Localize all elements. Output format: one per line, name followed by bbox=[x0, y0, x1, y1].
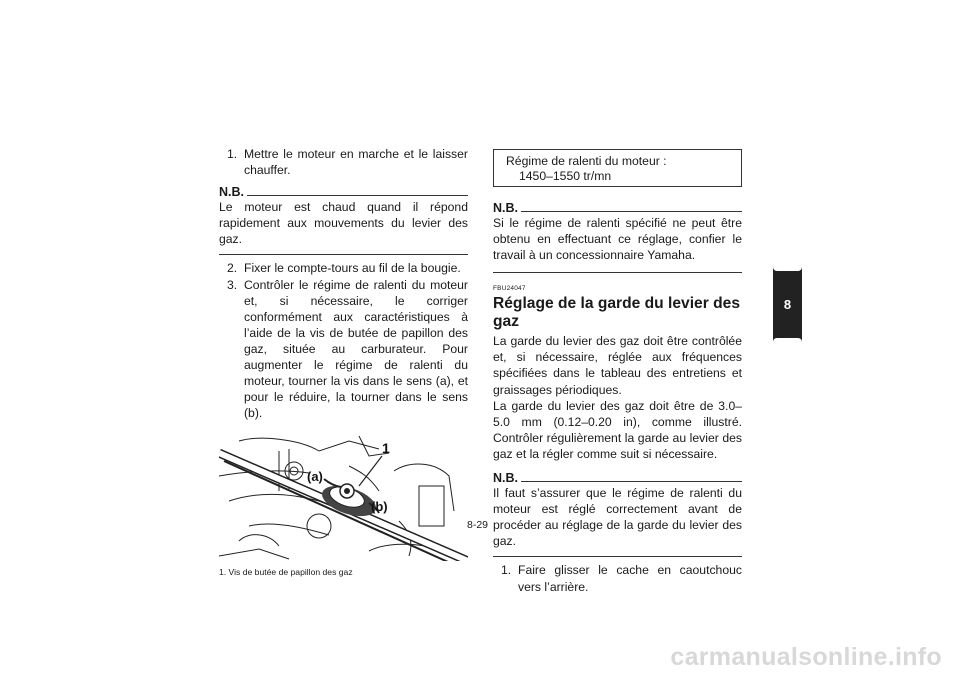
right-column bbox=[493, 149, 742, 595]
figure-caption: 1. Vis de butée de papillon des gaz bbox=[219, 567, 353, 578]
note-label: N.B. bbox=[219, 185, 244, 200]
note-label: N.B. bbox=[493, 471, 518, 486]
step-text: Contrôler le régime de ralenti du moteur et, si nécessaire, le corriger conformément aux caractéristiques à l’aide de la vis de butée de papillon des gaz, située au carburateur. Pour augmenter le régime de ralenti du moteur, tourner la vis dans le sens (a), et pour le réduire, la tourner dans le sens (b). bbox=[244, 277, 468, 421]
throttle-stop-screw-figure bbox=[219, 431, 468, 561]
idle-speed-spec-box bbox=[493, 149, 742, 187]
note-text: Le moteur est chaud quand il répond rapidement aux mouvements du levier des gaz. bbox=[219, 200, 468, 247]
watermark: carmanualsonline.info bbox=[670, 643, 942, 671]
step-text: Fixer le compte-tours au fil de la bougie. bbox=[244, 261, 461, 276]
step-number: 1. bbox=[501, 563, 512, 578]
step-text: Faire glisser le cache en caoutchouc vers l’arrière. bbox=[518, 563, 742, 594]
note-text: Il faut s’assurer que le régime de ralenti du moteur est réglé correctement avant de procéder au réglage de la garde du levier des gaz. bbox=[493, 486, 742, 549]
spec-label: Régime de ralenti du moteur : bbox=[506, 154, 667, 168]
note-label: N.B. bbox=[493, 201, 518, 215]
note-text: Si le régime de ralenti spécifié ne peut être obtenu en effectuant ce réglage, confier le travail à un concessionnaire Yamaha. bbox=[493, 216, 742, 263]
chapter-number: 8 bbox=[783, 297, 792, 312]
step-3-left bbox=[219, 277, 468, 422]
step-1-left bbox=[219, 146, 468, 178]
section-code: FBU24047 bbox=[493, 285, 526, 293]
engine-illustration bbox=[219, 431, 468, 561]
step-number: 2. bbox=[227, 261, 238, 276]
label-1: 1 bbox=[382, 440, 390, 457]
section-title: Réglage de la garde du levier des gaz bbox=[493, 295, 740, 331]
left-column bbox=[219, 146, 468, 578]
label-b: (b) bbox=[371, 499, 388, 515]
step-text: Mettre le moteur en marche et le laisser chauffer. bbox=[244, 147, 468, 178]
step-number: 1. bbox=[227, 147, 238, 161]
section-paragraph-2: La garde du levier des gaz doit être de 3.0–5.0 mm (0.12–0.20 in), comme illustré. Contrôler régulièrement la garde au levier des gaz et la régler comme suit si nécessaire. bbox=[493, 398, 742, 461]
note-block-1 bbox=[219, 185, 468, 255]
step-number: 3. bbox=[227, 277, 238, 292]
page-number: 8-29 bbox=[467, 519, 489, 531]
note-block-2 bbox=[493, 201, 742, 273]
chapter-tab bbox=[773, 267, 802, 342]
spec-value: 1450–1550 tr/mn bbox=[519, 169, 612, 183]
step-1-right bbox=[493, 562, 742, 594]
step-2-left bbox=[219, 260, 468, 276]
label-a: (a) bbox=[307, 469, 323, 485]
note-block-3 bbox=[493, 471, 742, 557]
section-paragraph-1: La garde du levier des gaz doit être contrôlée et, si nécessaire, réglée aux fréquences spécifiées dans le tableau des entretiens et graissages périodiques. bbox=[493, 334, 742, 397]
